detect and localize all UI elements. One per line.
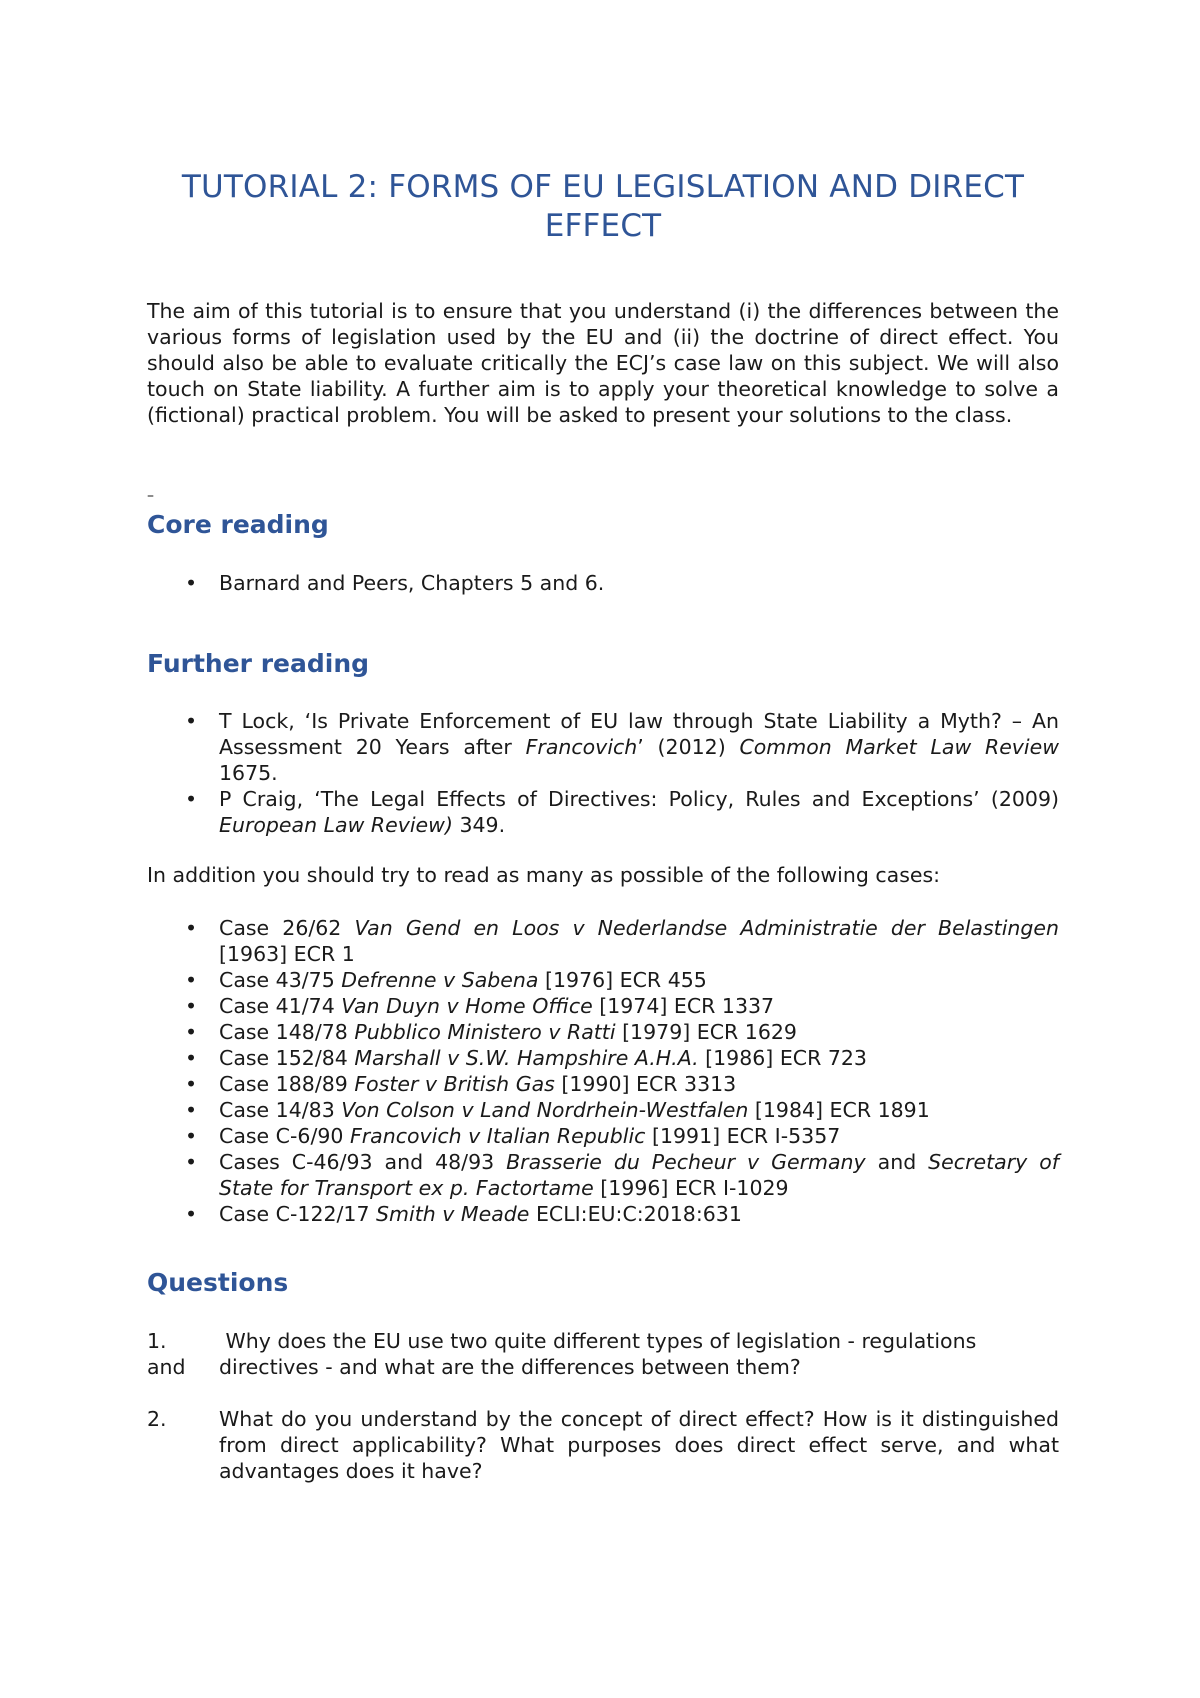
cases-intro: In addition you should try to read as many as possible of the following cases: <box>147 863 941 887</box>
bullet-icon: • <box>185 1124 198 1148</box>
question-number: 1. <box>147 1329 167 1353</box>
question-1 <box>147 1328 1059 1380</box>
list-item: • Case 148/78 Pubblico Ministero v Ratti [1979] ECR 1629 <box>185 1020 797 1044</box>
bullet-icon: • <box>185 1072 198 1096</box>
list-item: • Case 152/84 Marshall v S.W. Hampshire A.H.A. [1986] ECR 723 <box>185 1046 867 1070</box>
bullet-icon: • <box>185 1202 198 1226</box>
further-reading-heading: Further reading <box>147 649 370 678</box>
bullet-icon: • <box>185 994 198 1018</box>
question-number: 2. <box>147 1407 167 1431</box>
question-text: Why does the EU use two quite different types of legislation - regulations <box>219 1329 977 1353</box>
question-text-cont: directives - and what are the differences between them? <box>219 1355 801 1379</box>
core-reading-heading: Core reading <box>147 510 329 539</box>
list-item: • T Lock, ‘Is Private Enforcement of EU law through State Liability a Myth? – An Assessment 20 Years after Francovich’ (2012) Common Market Law Review 1675. <box>185 709 1060 785</box>
list-item: • Case C-122/17 Smith v Meade ECLI:EU:C:2018:631 <box>185 1202 742 1226</box>
stray-mark: – <box>147 488 154 504</box>
list-item: • Barnard and Peers, Chapters 5 and 6. <box>185 571 605 595</box>
page-title: TUTORIAL 2: FORMS OF EU LEGISLATION AND DIRECT EFFECT <box>181 169 1025 244</box>
list-item: • Case C-6/90 Francovich v Italian Republic [1991] ECR I-5357 <box>185 1124 841 1148</box>
question-2 <box>147 1406 1059 1484</box>
bullet-icon: • <box>185 1098 198 1122</box>
cases-list <box>147 915 1059 1227</box>
bullet-icon: • <box>185 968 198 992</box>
list-item: • P Craig, ‘The Legal Effects of Directives: Policy, Rules and Exceptions’ (2009) European Law Review) 349. <box>185 787 1059 837</box>
list-item: • Cases C-46/93 and 48/93 Brasserie du Pecheur v Germany and Secretary of State for Transport ex p. Factortame [1996] ECR I-1029 <box>185 1150 1059 1200</box>
list-item: • Case 188/89 Foster v British Gas [1990] ECR 3313 <box>185 1072 737 1096</box>
core-reading-list <box>147 570 1059 596</box>
bullet-icon: • <box>185 916 198 940</box>
bullet-icon: • <box>185 1046 198 1070</box>
question-number-continuation: and <box>147 1355 186 1379</box>
bullet-icon: • <box>185 571 198 595</box>
bullet-icon: • <box>185 1020 198 1044</box>
bullet-icon: • <box>185 787 198 811</box>
list-item: • Case 26/62 Van Gend en Loos v Nederlandse Administratie der Belastingen [1963] ECR 1 <box>185 916 1060 966</box>
bullet-icon: • <box>185 709 198 733</box>
questions-heading: Questions <box>147 1268 289 1297</box>
intro-paragraph: The aim of this tutorial is to ensure that you understand (i) the differences between the various forms of legislation used by the EU and (ii) the doctrine of direct effect. You should also be able to evaluate critically the ECJ’s case law on this subject. We will also touch on State liability. A further aim is to apply your theoretical knowledge to solve a (fictional) practical problem. You will be asked to present your solutions to the class. <box>147 299 1059 427</box>
list-item: • Case 14/83 Von Colson v Land Nordrhein-Westfalen [1984] ECR 1891 <box>185 1098 930 1122</box>
list-item: • Case 41/74 Van Duyn v Home Office [1974] ECR 1337 <box>185 994 775 1018</box>
list-item: • Case 43/75 Defrenne v Sabena [1976] ECR 455 <box>185 968 707 992</box>
question-text: What do you understand by the concept of direct effect? How is it distinguished from direct applicability? What purposes does direct effect serve, and what advantages does it have? <box>219 1407 1059 1483</box>
further-reading-list <box>147 708 1059 838</box>
bullet-icon: • <box>185 1150 198 1174</box>
